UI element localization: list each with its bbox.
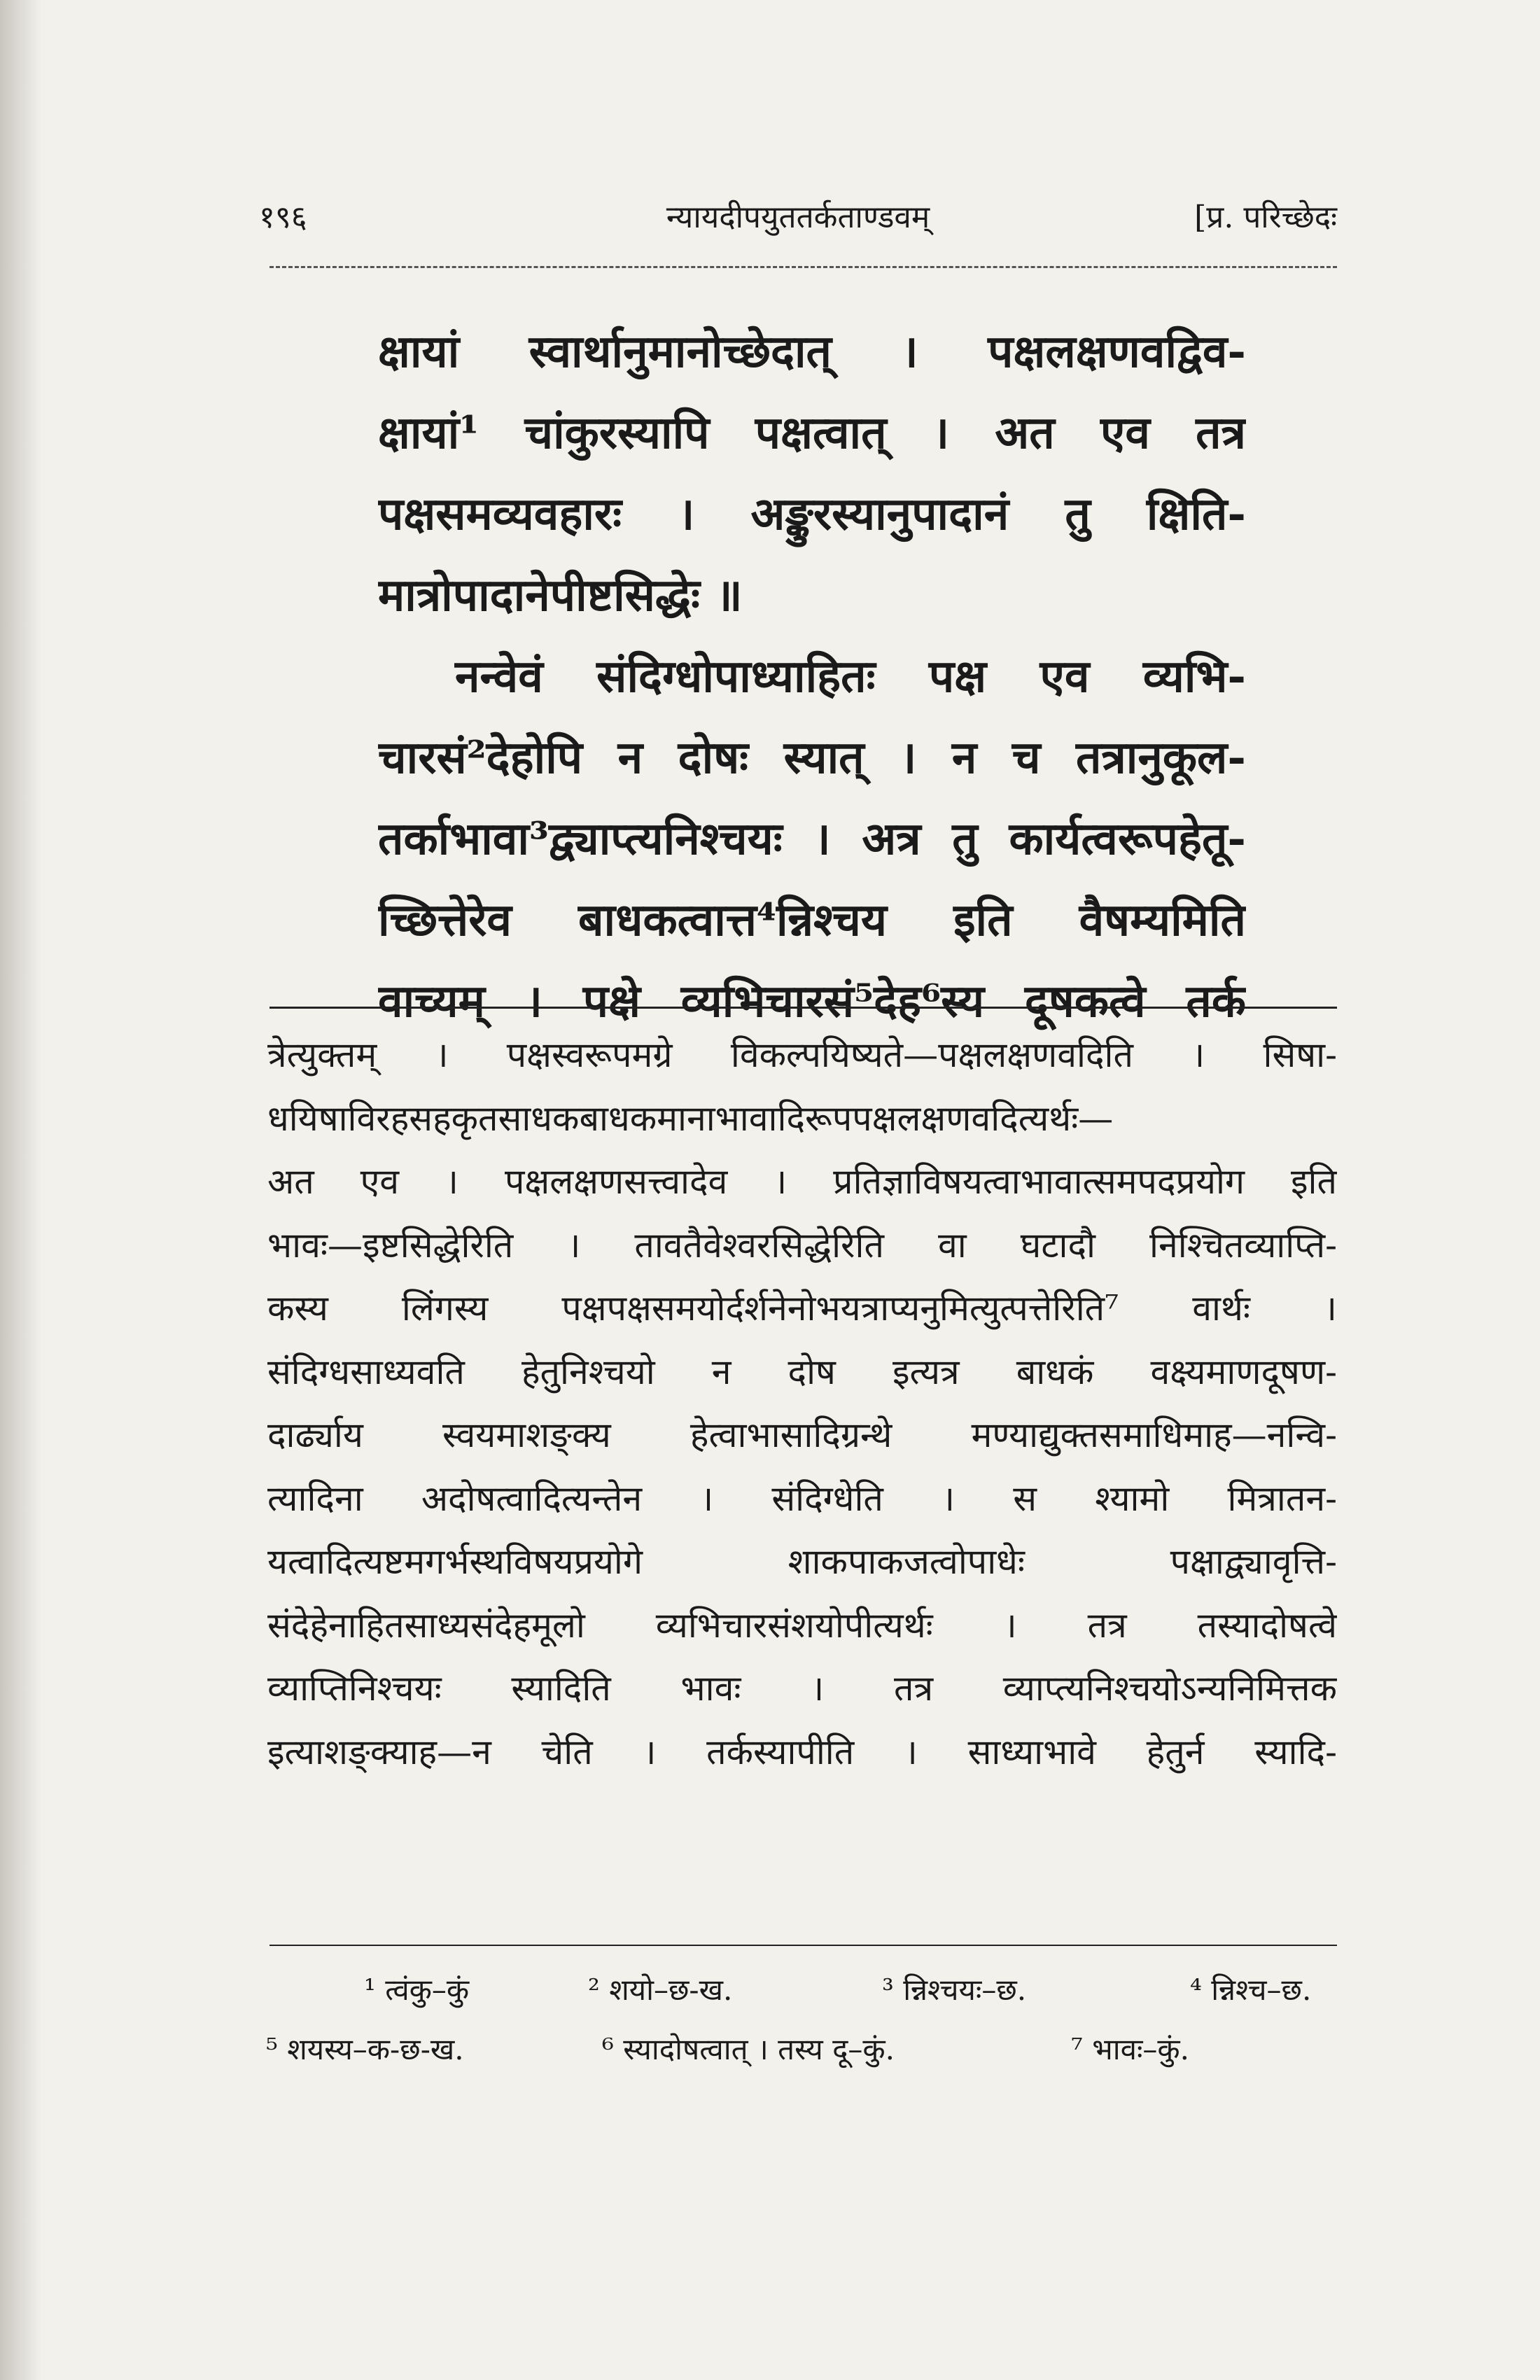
footnote-6: ⁶ स्यादोषत्वात् । तस्य दू–कुं. [602, 2032, 895, 2066]
main-text-line: वाच्यम् । पक्षे व्यभिचारसं⁵देह⁶स्य दूषकत्वे तर्क [378, 975, 1246, 1028]
chapter-label: [प्र. परिच्छेदः [1194, 200, 1337, 235]
running-header [259, 195, 1337, 251]
footnote-3: ³ न्निश्चयः–छ. [882, 1973, 1027, 2007]
footnote-1: ¹ त्वंकु–कुं [364, 1973, 470, 2007]
commentary-line: व्याप्तिनिश्चयः स्यादिति भावः । तत्र व्याप्त्यनिश्चयोऽन्यनिमित्तक [267, 1668, 1337, 1709]
commentary-block [267, 1023, 1337, 1784]
page-title: न्यायदीपयुततर्कताण्डवम् [666, 200, 930, 235]
footnotes-block [266, 1960, 1337, 2079]
commentary-line: अत एव । पक्षलक्षणसत्त्वादेव । प्रतिज्ञाविषयत्वाभावात्समपदप्रयोग इति [267, 1161, 1337, 1202]
footnote-2: ² शयो–छ-ख. [588, 1973, 733, 2007]
main-text-line: चारसं²देहोपि न दोषः स्यात् । न च तत्रानुकूल- [378, 732, 1246, 784]
commentary-line: त्यादिना अदोषत्वादित्यन्तेन । संदिग्धेति । स श्यामो मित्रातन- [267, 1478, 1337, 1519]
main-text-line: क्षायां स्वार्थानुमानोच्छेदात् । पक्षलक्षणवद्विव- [378, 326, 1246, 378]
footnote-4: ⁴ न्निश्च–छ. [1190, 1973, 1312, 2007]
main-text-line: नन्वेवं संदिग्धोपाध्याहितः पक्ष एव व्यभि- [455, 650, 1246, 703]
footnote-row [266, 1960, 1337, 2019]
commentary-line: धयिषाविरहसहकृतसाधकबाधकमानाभावादिरूपपक्षलक्षणवदित्यर्थः— [267, 1098, 1114, 1139]
commentary-line: यत्वादित्यष्टमगर्भस्थविषयप्रयोगे शाकपाकजत्वोपाधेः पक्षाद्व्यावृत्ति- [267, 1541, 1337, 1582]
main-text-line: क्षायां¹ चांकुरस्यापि पक्षत्वात् । अत एव तत्र [378, 407, 1246, 459]
commentary-divider [270, 1007, 1337, 1009]
page-gutter-shadow [0, 0, 42, 2380]
page-number: १९६ [259, 200, 307, 235]
commentary-line: कस्य लिंगस्य पक्षपक्षसमयोर्दर्शनेनोभयत्राप्यनुमित्युत्पत्तेरिति⁷ वार्थः । [267, 1288, 1337, 1329]
main-text-block [378, 312, 1246, 1042]
main-text-line: पक्षसमव्यवहारः । अङ्कुरस्यानुपादानं तु क्षिति- [378, 488, 1246, 540]
commentary-line: भावः—इष्टसिद्धेरिति । तावतैवेश्वरसिद्धेरिति वा घटादौ निश्चितव्याप्ति- [267, 1224, 1337, 1266]
commentary-line: संदिग्धसाध्यवति हेतुनिश्चयो न दोष इत्यत्र बाधकं वक्ष्यमाणदूषण- [267, 1351, 1337, 1392]
main-text-line: तर्काभावा³द्व्याप्त्यनिश्चयः । अत्र तु कार्यत्वरूपहेतू- [378, 813, 1246, 865]
commentary-line: संदेहेनाहितसाध्यसंदेहमूलो व्यभिचारसंशयोपीत्यर्थः । तत्र तस्यादोषत्वे [267, 1604, 1337, 1646]
commentary-line: दार्ढ्याय स्वयमाशङ्क्य हेत्वाभासादिग्रन्थे मण्याद्युक्तसमाधिमाह—नन्वि- [267, 1415, 1337, 1455]
main-text-line: मात्रोपादानेपीष्टसिद्धेः ॥ [378, 569, 743, 622]
commentary-line: इत्याशङ्क्याह—न चेति । तर्कस्यापीति । साध्याभावे हेतुर्न स्यादि- [267, 1731, 1337, 1772]
footnote-5: ⁵ शयस्य–क-छ-ख. [266, 2032, 464, 2066]
footnote-divider [270, 1945, 1337, 1946]
main-text-line: च्छित्तेरेव बाधकत्वात्त⁴न्निश्चय इति वैषम्यमिति [378, 894, 1246, 946]
commentary-line: त्रेत्युक्तम् । पक्षस्वरूपमग्रे विकल्पयिष्यते—पक्षलक्षणवदिति । सिषा- [267, 1035, 1337, 1075]
header-divider [270, 266, 1337, 268]
footnote-row [266, 2019, 1337, 2079]
footnote-7: ⁷ भावः–कुं. [1071, 2032, 1190, 2066]
